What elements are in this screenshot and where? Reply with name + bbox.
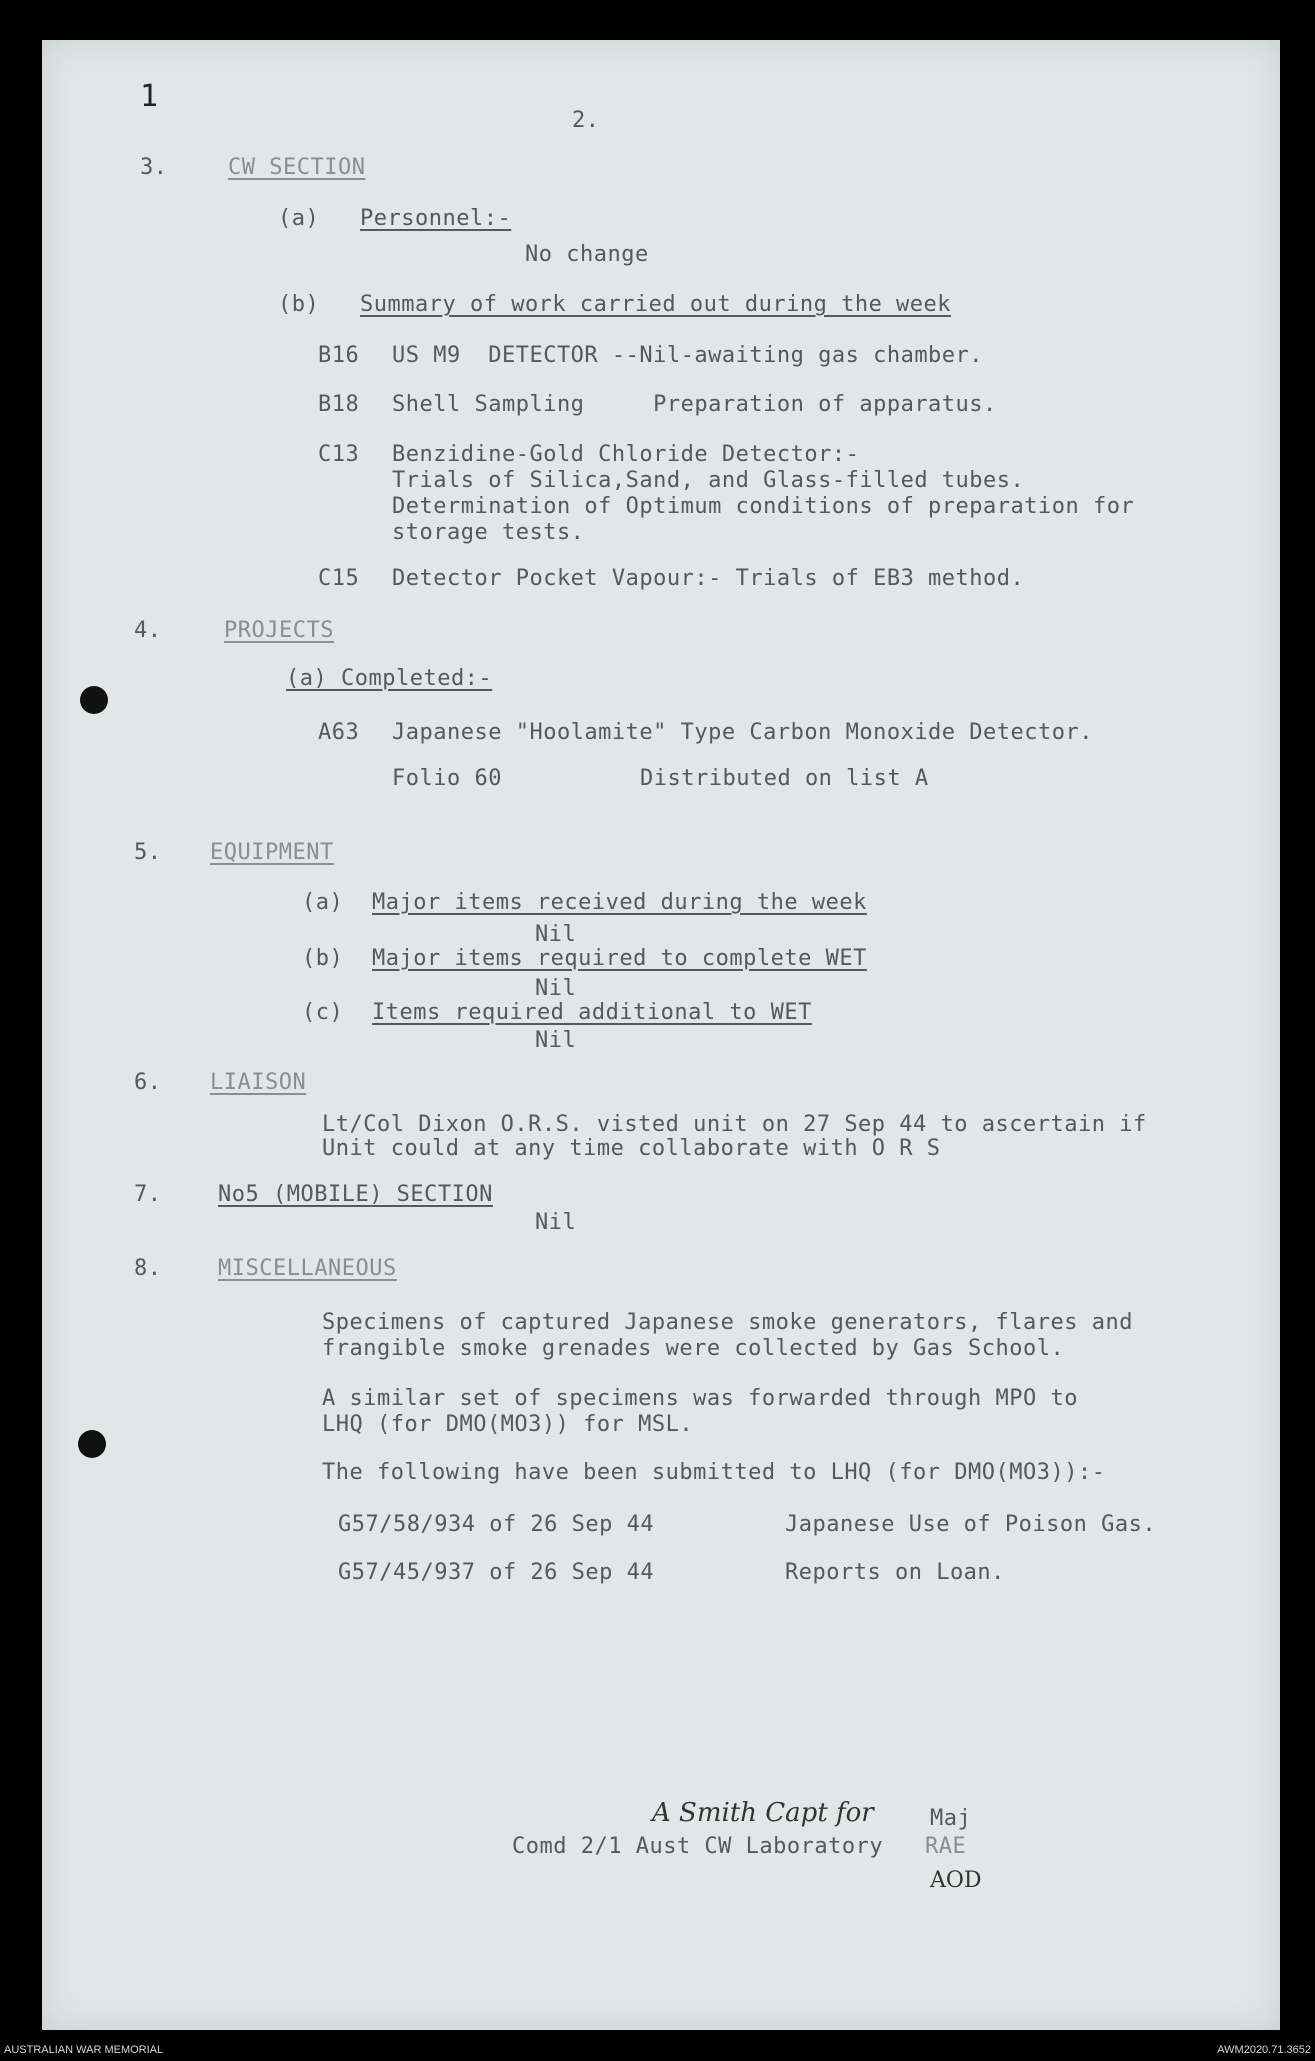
s3-item-code: C13 xyxy=(318,442,360,467)
footer-left: AUSTRALIAN WAR MEMORIAL xyxy=(4,2044,164,2056)
section-4-heading: PROJECTS xyxy=(224,618,334,643)
punch-hole xyxy=(78,1430,106,1458)
s3-item-text: Detector Pocket Vapour:- Trials of EB3 method. xyxy=(392,566,1025,591)
s5-item-label: (c) xyxy=(302,1000,344,1025)
s5-item-label: (b) xyxy=(302,946,344,971)
page-number: 2. xyxy=(572,108,600,133)
signature-line: Comd 2/1 Aust CW Laboratory xyxy=(512,1834,884,1859)
s8-ref-title: Japanese Use of Poison Gas. xyxy=(785,1512,1157,1537)
s3-a-value: No change xyxy=(525,242,649,267)
s4-distribution: Distributed on list A xyxy=(640,766,929,791)
section-8-heading: MISCELLANEOUS xyxy=(218,1256,397,1281)
punch-hole xyxy=(80,686,108,714)
s5-item-value: Nil xyxy=(535,1028,577,1053)
section-7-number: 7. xyxy=(134,1182,162,1207)
s5-item-text: Items required additional to WET xyxy=(372,1000,812,1025)
s5-item-value: Nil xyxy=(535,976,577,1001)
s8-ref: G57/58/934 of 26 Sep 44 xyxy=(338,1512,655,1537)
footer-right: AWM2020.71.3652 xyxy=(1217,2044,1311,2056)
signature-corps: RAE xyxy=(925,1834,967,1859)
s8-paragraph-1: Specimens of captured Japanese smoke generators, flares and frangible smoke grenades were collected by Gas School. xyxy=(322,1310,1133,1361)
s5-item-text: Major items required to complete WET xyxy=(372,946,867,971)
s4-item-text: Japanese "Hoolamite" Type Carbon Monoxide Detector. xyxy=(392,720,1094,745)
section-5-heading: EQUIPMENT xyxy=(210,840,334,865)
s6-line-1: Lt/Col Dixon O.R.S. visted unit on 27 Sep 44 to ascertain if xyxy=(322,1112,1147,1137)
s3-item-code: B18 xyxy=(318,392,360,417)
section-5-number: 5. xyxy=(134,840,162,865)
signature-rank: Maj xyxy=(930,1806,972,1831)
s5-item-label: (a) xyxy=(302,890,344,915)
s8-paragraph-3: The following have been submitted to LHQ (for DMO(MO3)):- xyxy=(322,1460,1106,1485)
s8-paragraph-2: A similar set of specimens was forwarded through MPO to LHQ (for DMO(MO3)) for MSL. xyxy=(322,1386,1078,1437)
s3-item-text: Shell Sampling Preparation of apparatus. xyxy=(392,392,997,417)
s4-folio: Folio 60 xyxy=(392,766,502,791)
section-6-number: 6. xyxy=(134,1070,162,1095)
s3-item-text: US M9 DETECTOR --Nil-awaiting gas chamber. xyxy=(392,343,984,368)
s3-b-title: Summary of work carried out during the week xyxy=(360,292,952,317)
handwritten-note: AOD xyxy=(930,1868,982,1893)
s5-item-value: Nil xyxy=(535,922,577,947)
section-8-number: 8. xyxy=(134,1256,162,1281)
s3-item-code: B16 xyxy=(318,343,360,368)
s7-value: Nil xyxy=(535,1210,577,1235)
section-3-heading: CW SECTION xyxy=(228,155,366,180)
corner-mark: 1 xyxy=(140,79,159,114)
s3-b-label: (b) xyxy=(278,292,320,317)
s8-ref: G57/45/937 of 26 Sep 44 xyxy=(338,1560,655,1585)
handwritten-signature: A Smith Capt for xyxy=(652,1798,874,1828)
s3-item-code: C15 xyxy=(318,566,360,591)
s4-completed: (a) Completed:- xyxy=(286,666,493,691)
section-6-heading: LIAISON xyxy=(210,1070,307,1095)
document-page xyxy=(42,40,1280,2030)
s3-a-label: (a) xyxy=(278,206,320,231)
s4-item-code: A63 xyxy=(318,720,360,745)
s6-line-2: Unit could at any time collaborate with O R S xyxy=(322,1136,941,1161)
section-4-number: 4. xyxy=(134,618,162,643)
section-3-number: 3. xyxy=(140,155,168,180)
s5-item-text: Major items received during the week xyxy=(372,890,867,915)
s8-ref-title: Reports on Loan. xyxy=(785,1560,1005,1585)
section-7-heading: No5 (MOBILE) SECTION xyxy=(218,1182,493,1207)
s3-a-title: Personnel:- xyxy=(360,206,512,231)
s3-item-text: Benzidine-Gold Chloride Detector:- Trials of Silica,Sand, and Glass-filled tubes. Determination of Optimum conditions of preparation for storage tests. xyxy=(392,442,1135,545)
